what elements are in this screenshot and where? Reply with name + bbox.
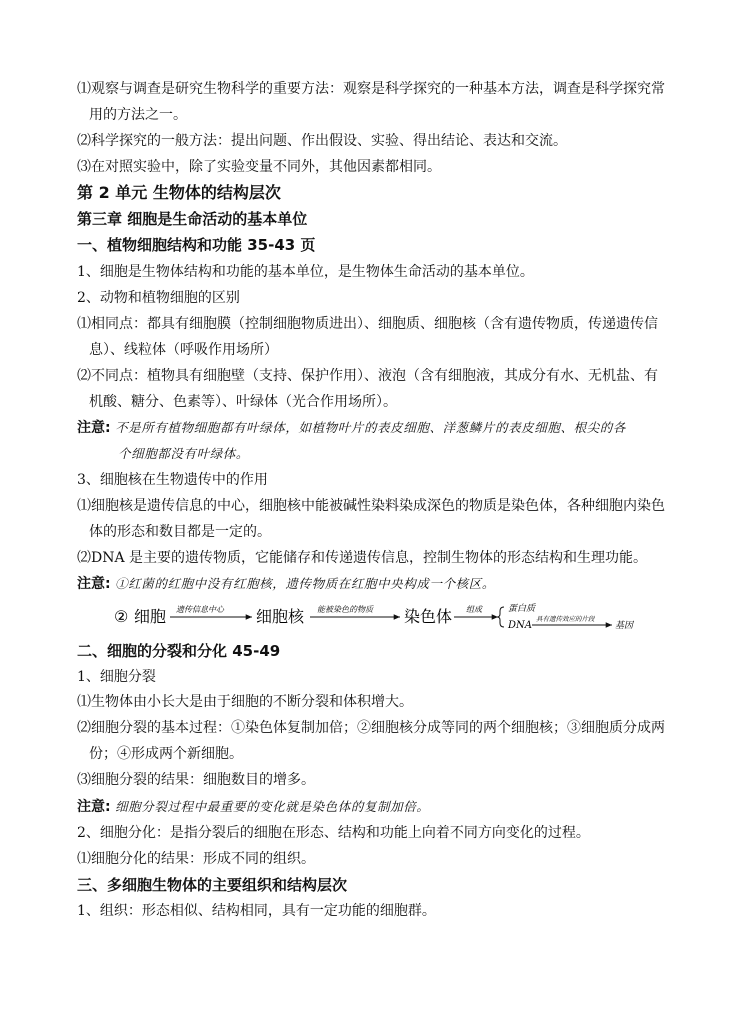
flow-step-number: ② <box>114 607 129 626</box>
intro-paragraph-2: ⑵科学探究的一般方法：提出问题、作出假设、实验、得出结论、表达和交流。 <box>77 133 567 149</box>
nucleus-paragraph-1-cont: 体的形态和数目都是一定的。 <box>89 524 271 540</box>
section-2-title: 二、细胞的分裂和分化 45-49 <box>77 642 281 660</box>
note-text: ①红菌的红胞中没有红胞核，遗传物质在红胞中央构成一个核区。 <box>115 576 495 591</box>
section-3-item-1: 1、组织：形态相似、结构相同，具有一定功能的细胞群。 <box>77 903 436 919</box>
section-3-title: 三、多细胞生物体的主要组织和结构层次 <box>77 876 348 894</box>
note-1 <box>77 418 626 438</box>
nucleus-paragraph-1: ⑴细胞核是遗传信息的中心，细胞核中能被碱性染料染成深色的物质是染色体，各种细胞内染色 <box>77 498 665 514</box>
chapter-title: 第三章 细胞是生命活动的基本单位 <box>77 210 308 228</box>
section-1-item-2: 2、动物和植物细胞的区别 <box>77 290 240 306</box>
note-2 <box>77 574 495 594</box>
flow-arrow-label: 具有遗传效应的片段 <box>536 615 595 623</box>
flow-node-chromosome: 染色体 <box>404 607 453 626</box>
note-3 <box>77 797 429 817</box>
section-1-item-3: 3、细胞核在生物遗传中的作用 <box>77 472 268 488</box>
flow-node-cell: 细胞 <box>134 607 167 626</box>
flow-node-dna: DNA <box>508 620 532 631</box>
flow-node-protein: 蛋白质 <box>508 604 536 614</box>
section-1-title: 一、植物细胞结构和功能 35-43 页 <box>77 236 316 254</box>
flow-arrow-label: 遗传信息中心 <box>176 605 224 614</box>
flow-node-nucleus: 细胞核 <box>256 607 305 626</box>
flow-node-gene: 基因 <box>615 621 634 631</box>
note-text: 不是所有植物细胞都有叶绿体，如植物叶片的表皮细胞、洋葱鳞片的表皮细胞、根尖的各 <box>115 420 626 435</box>
differences-paragraph: ⑵不同点：植物具有细胞壁（支持、保护作用）、液泡（含有细胞液，其成分有水、无机盐、有 <box>77 368 658 384</box>
cell-to-gene-flow-diagram <box>112 601 672 631</box>
division-paragraph-1: ⑴生物体由小长大是由于细胞的不断分裂和体积增大。 <box>77 694 413 710</box>
unit-title: 第 2 单元 生物体的结构层次 <box>77 183 281 202</box>
intro-paragraph-1: ⑴观察与调查是研究生物科学的重要方法：观察是科学探究的一种基本方法，调查是科学探究常 <box>77 81 665 97</box>
division-paragraph-3: ⑶细胞分裂的结果：细胞数目的增多。 <box>77 772 315 788</box>
division-paragraph-2: ⑵细胞分裂的基本过程：①染色体复制加倍；②细胞核分成等同的两个细胞核；③细胞质分成两 <box>77 720 665 736</box>
nucleus-paragraph-2: ⑵DNA 是主要的遗传物质，它能储存和传递遗传信息，控制生物体的形态结构和生理功能。 <box>77 550 648 566</box>
differences-paragraph-cont: 机酸、糖分、色素等）、叶绿体（光合作用场所）。 <box>89 394 397 410</box>
intro-paragraph-3: ⑶在对照实验中，除了实验变量不同外，其他因素都相同。 <box>77 159 441 175</box>
differentiation-paragraph-1: ⑴细胞分化的结果：形成不同的组织。 <box>77 851 315 867</box>
section-1-item-1: 1、细胞是生物体结构和功能的基本单位，是生物体生命活动的基本单位。 <box>77 264 534 280</box>
division-paragraph-2-cont: 份；④形成两个新细胞。 <box>89 746 243 762</box>
note-1-cont: 个细胞都没有叶绿体。 <box>118 446 250 461</box>
intro-paragraph-1-cont: 用的方法之一。 <box>89 107 187 123</box>
flow-brace <box>497 607 504 627</box>
note-label: 注意: <box>77 420 111 436</box>
note-text: 细胞分裂过程中最重要的变化就是染色体的复制加倍。 <box>115 799 430 814</box>
section-2-item-2: 2、细胞分化：是指分裂后的细胞在形态、结构和功能上向着不同方向变化的过程。 <box>77 825 590 841</box>
section-2-item-1: 1、细胞分裂 <box>77 669 156 685</box>
flow-arrow-label: 组成 <box>466 605 482 614</box>
note-label: 注意: <box>77 799 111 815</box>
similarities-paragraph: ⑴相同点：都具有细胞膜（控制细胞物质进出）、细胞质、细胞核（含有遗传物质，传递遗传信 <box>77 316 658 332</box>
note-label: 注意: <box>77 576 111 592</box>
flow-arrow-label: 能被染色的物质 <box>317 605 373 614</box>
similarities-paragraph-cont: 息）、线粒体（呼吸作用场所） <box>89 342 278 358</box>
